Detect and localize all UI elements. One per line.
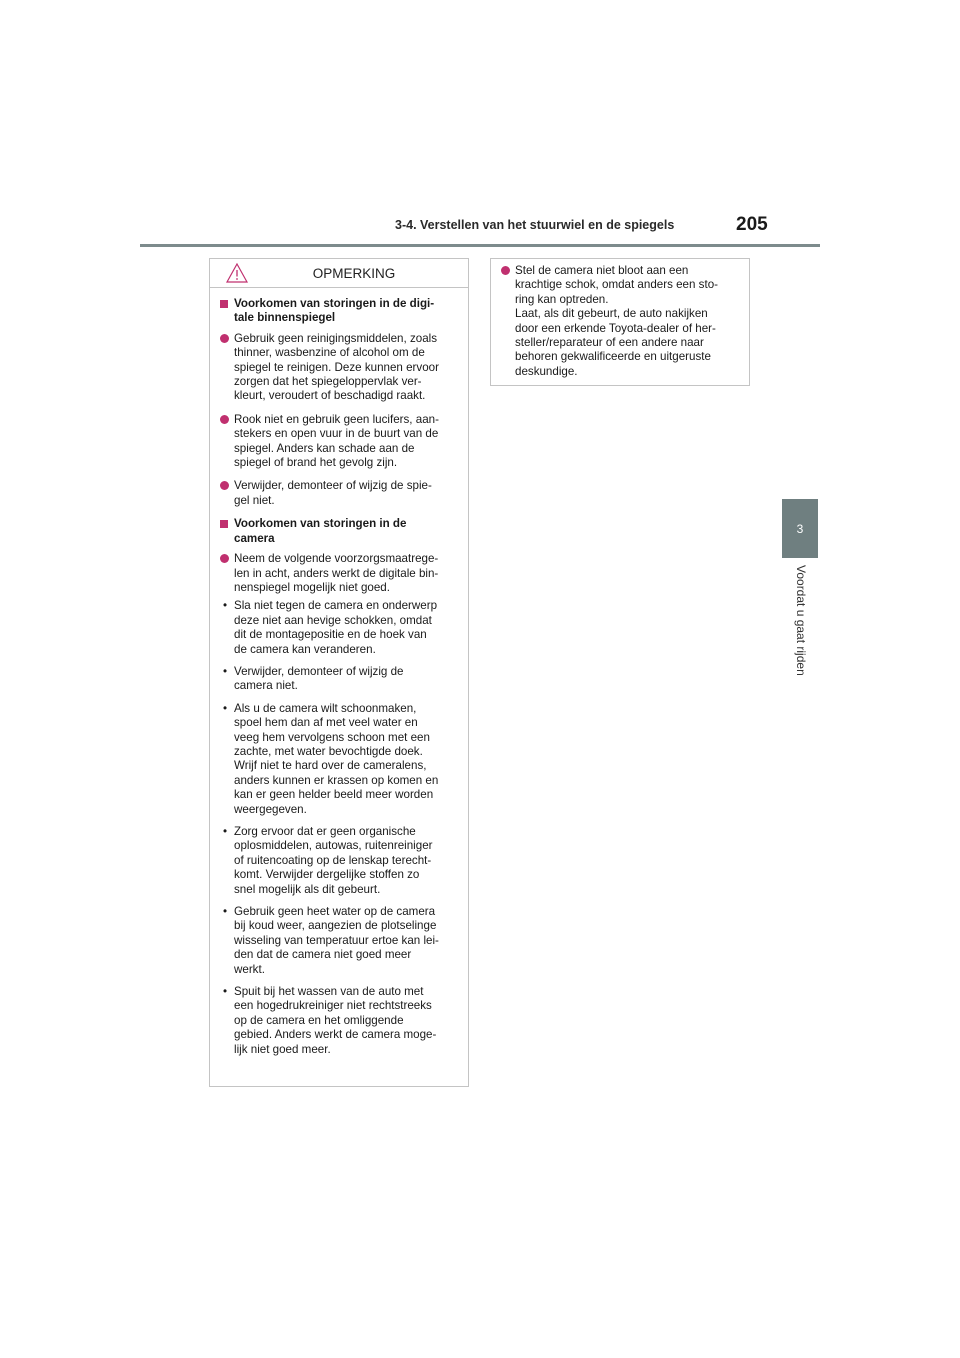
sub-list-item-text: Gebruik geen heet water op de camera bij koud weer, aangezien de plotselinge wisseling van temperatuur ertoe kan lei- den dat de camera niet goed meer werkt. bbox=[234, 905, 439, 976]
circle-bullet-icon bbox=[220, 554, 229, 563]
list-item bbox=[220, 332, 458, 404]
sub-list-item bbox=[220, 825, 458, 897]
section-title-camera: Voorkomen van storingen in de camera bbox=[234, 517, 407, 545]
notice-content-left bbox=[220, 297, 458, 1057]
sub-list-item bbox=[220, 599, 458, 657]
circle-bullet-icon bbox=[501, 266, 510, 275]
sub-list-item-text: Sla niet tegen de camera en onderwerp deze niet aan hevige schokken, omdat dit de montagepositie en de hoek van de camera kan veranderen. bbox=[234, 599, 438, 656]
list-item-text: Stel de camera niet bloot aan een krachtige schok, omdat anders een sto- ring kan optreden. Laat, als dit gebeurt, de auto nakijken door een erkende Toyota-dealer of her- steller/reparateur of een andere naar behoren gekwalificeerde en uitgeruste deskundige. bbox=[515, 264, 718, 378]
sub-list-item-text: Spuit bij het wassen van de auto met een hogedrukreiniger niet rechtstreeks op de camera en het omliggende gebied. Anders werkt de camera moge- lijk niet goed meer. bbox=[234, 985, 437, 1056]
circle-bullet-icon bbox=[220, 481, 229, 490]
sub-list-item bbox=[220, 702, 458, 817]
list-item-text: Neem de volgende voorzorgsmaatrege- len in acht, anders werkt de digitale bin- nenspiegel mogelijk niet goed. bbox=[234, 552, 439, 594]
notice-box-left bbox=[209, 258, 469, 1087]
page-number: 205 bbox=[736, 214, 768, 235]
chapter-title: Voordat u gaat rijden bbox=[794, 565, 808, 676]
circle-bullet-icon bbox=[220, 334, 229, 343]
header-rule bbox=[140, 244, 820, 247]
section-heading bbox=[220, 297, 458, 326]
list-item bbox=[501, 264, 739, 379]
sub-list-item-text: Verwijder, demonteer of wijzig de camera niet. bbox=[234, 664, 404, 693]
notice-box-right bbox=[490, 258, 750, 386]
section-title-mirror: Voorkomen van storingen in de digi- tale binnenspiegel bbox=[234, 297, 435, 325]
dot-marker: • bbox=[223, 985, 228, 999]
sub-list-item bbox=[220, 985, 458, 1057]
sub-list-item-text: Als u de camera wilt schoonmaken, spoel hem dan af met veel water en veeg hem vervolgens schoon met een zachte, met water bevochtigde doek. Wrijf niet te hard over de cameralens, anders kunnen er krassen op komen en kan er geen helder beeld meer worden weergegeven. bbox=[234, 701, 439, 816]
notice-header bbox=[210, 259, 468, 288]
dot-marker: • bbox=[223, 664, 228, 678]
sub-list-item-text: Zorg ervoor dat er geen organische oplosmiddelen, autowas, ruitenreiniger of ruitencoating op de lenskap terecht- komt. Verwijder dergelijke stoffen zo snel mogelijk als dit gebeurt. bbox=[234, 825, 433, 896]
chapter-title-side bbox=[770, 565, 830, 705]
section-header-title: 3-4. Verstellen van het stuurwiel en de spiegels bbox=[395, 218, 675, 232]
dot-marker: • bbox=[223, 701, 228, 715]
square-bullet-icon bbox=[220, 520, 228, 528]
notice-content-right bbox=[501, 264, 739, 379]
sub-list-item bbox=[220, 905, 458, 977]
list-item bbox=[220, 552, 458, 595]
chapter-number-tab: 3 bbox=[782, 499, 818, 558]
dot-marker: • bbox=[223, 599, 228, 613]
list-item-text: Rook niet en gebruik geen lucifers, aan- stekers en open vuur in de buurt van de spiegel. Anders kan schade aan de spiegel of brand het gevolg zijn. bbox=[234, 412, 439, 470]
list-item-text: Verwijder, demonteer of wijzig de spie- gel niet. bbox=[234, 479, 432, 507]
dot-marker: • bbox=[223, 825, 228, 838]
list-item bbox=[220, 479, 458, 508]
dot-marker: • bbox=[223, 905, 228, 919]
list-item-text: Gebruik geen reinigingsmiddelen, zoals thinner, wasbenzine of alcohol om de spiegel te reinigen. Deze kunnen ervoor zorgen dat het spiegeloppervlak ver- kleurt, veroudert of beschadigd raakt. bbox=[234, 331, 439, 403]
list-item bbox=[220, 413, 458, 471]
notice-heading: OPMERKING bbox=[312, 265, 396, 281]
circle-bullet-icon bbox=[220, 415, 229, 424]
square-bullet-icon bbox=[220, 300, 228, 308]
warning-triangle-icon bbox=[226, 263, 248, 283]
section-heading bbox=[220, 517, 458, 546]
sub-list-item bbox=[220, 665, 458, 694]
